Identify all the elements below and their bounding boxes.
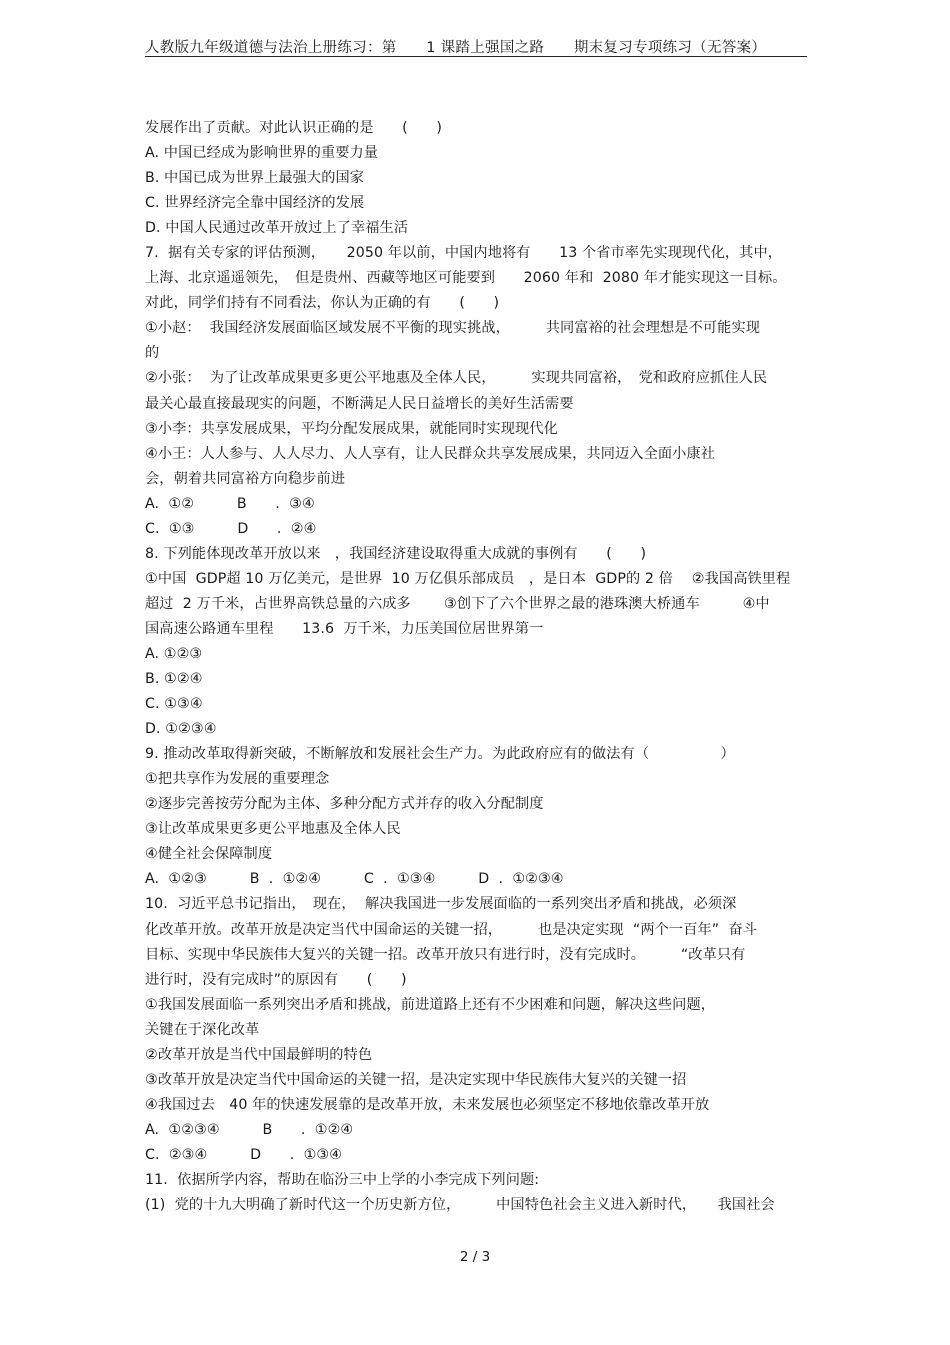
text-line: ③小李：共享发展成果，平均分配发展成果，就能同时实现现代化 [145, 420, 558, 437]
text-line: ④我国过去 40 年的快速发展靠的是改革开放，未来发展也必须坚定不移地依靠改革开放 [145, 1096, 710, 1113]
text-line: C. 世界经济完全靠中国经济的发展 [145, 195, 365, 212]
text-line: C. ②③④ D . ①③④ [145, 1146, 343, 1163]
page-number: 2 / 3 [459, 1249, 491, 1265]
text-line: 8. 下列能体现改革开放以来 ，我国经济建设取得重大成就的事例有 ( ) [145, 545, 647, 562]
text-line: A. ①② B . ③④ [145, 495, 315, 512]
text-line: 对此，同学们持有不同看法，你认为正确的有 ( ) [145, 295, 500, 312]
text-line: ③改革开放是决定当代中国命运的关键一招，是决定实现中华民族伟大复兴的关键一招 [145, 1071, 687, 1088]
text-line: A. 中国已经成为影响世界的重要力量 [145, 145, 379, 162]
text-line: ②改革开放是当代中国最鲜明的特色 [145, 1046, 373, 1063]
text-line: C. ①③④ [145, 696, 203, 713]
text-line: B. 中国已成为世界上最强大的国家 [145, 170, 365, 187]
text-line: 关键在于深化改革 [145, 1021, 260, 1038]
text-line: 发展作出了贡献。对此认识正确的是 ( ) [145, 120, 443, 136]
text-line: 超过 2 万千米，占世界高铁总量的六成多 ③创下了六个世界之最的港珠澳大桥通车 ④中 [145, 595, 770, 612]
text-line: D. 中国人民通过改革开放过上了幸福生活 [145, 220, 409, 237]
text-line: 进行时，没有完成时”的原因有 ( ) [145, 971, 407, 988]
text-line: 会，朝着共同富裕方向稳步前进 [145, 470, 346, 487]
text-line: ③让改革成果更多更公平地惠及全体人民 [145, 821, 401, 838]
text-line: ①我国发展面临一系列突出矛盾和挑战，前进道路上还有不少困难和问题，解决这些问题， [145, 996, 716, 1013]
text-line: ②小张： 为了让改革成果更多更公平地惠及全体人民， 实现共同富裕， 党和政府应抓住人民 [145, 370, 768, 387]
text-line: A. ①②③ [145, 645, 203, 662]
text-line: ④健全社会保障制度 [145, 846, 273, 863]
text-line: (1) 党的十九大明确了新时代这一个历史新方位， 中国特色社会主义进入新时代， 我国社会 [145, 1197, 775, 1214]
text-line: ②逐步完善按劳分配为主体、多种分配方式并存的收入分配制度 [145, 796, 544, 813]
text-line: 国高速公路通车里程 13.6 万千米，力压美国位居世界第一 [145, 620, 544, 637]
text-line: ①小赵： 我国经济发展面临区域发展不平衡的现实挑战， 共同富裕的社会理想是不可能实现 [145, 320, 761, 337]
text-line: 11. 依据所学内容，帮助在临汾三中上学的小李完成下列问题: [145, 1171, 540, 1188]
text-line: B. ①②④ [145, 671, 203, 688]
text-line: 10. 习近平总书记指出， 现在， 解决我国进一步发展面临的一系列突出矛盾和挑战，必须深 [145, 896, 737, 913]
text-line: 最关心最直接最现实的问题，不断满足人民日益增长的美好生活需要 [145, 395, 574, 412]
text-line: D. ①②③④ [145, 721, 217, 738]
text-line: 上海、北京遥遥领先， 但是贵州、西藏等地区可能要到 2060 年和 2080 年才能实现这一目标。 [145, 270, 787, 287]
header-rule [145, 56, 807, 57]
text-line: A. ①②③ B . ①②④ C . ①③④ D . ①②③④ [145, 871, 564, 888]
document-body [145, 116, 810, 1218]
text-line: C. ①③ D . ②④ [145, 520, 317, 537]
text-line: ④小王：人人参与、人人尽力、人人享有，让人民群众共享发展成果，共同迈入全面小康社 [145, 445, 716, 462]
text-line: 化改革开放。改革开放是决定当代中国命运的关键一招， 也是决定实现 “两个一百年” 奋斗 [145, 921, 758, 938]
text-line: 9. 推动改革取得新突破，不断解放和发展社会生产力。为此政府应有的做法有（ ） [145, 746, 735, 763]
text-line: 7. 据有关专家的评估预测， 2050 年以前，中国内地将有 13 个省市率先实现现代化，其中， [145, 245, 783, 262]
text-line: 的 [145, 345, 160, 362]
text-line: ①把共享作为发展的重要理念 [145, 771, 330, 788]
text-line: A. ①②③④ B . ①②④ [145, 1121, 354, 1138]
text-line: ①中国 GDP超 10 万亿美元，是世界 10 万亿俱乐部成员 ，是日本 GDP的 2 倍 ②我国高铁里程 [145, 570, 791, 587]
page-header: 人教版九年级道德与法治上册练习：第 1 课踏上强国之路 期末复习专项练习（无答案） [145, 40, 767, 56]
text-line: 目标、实现中华民族伟大复兴的关键一招。改革开放只有进行时，没有完成时。 “改革只有 [145, 946, 746, 963]
